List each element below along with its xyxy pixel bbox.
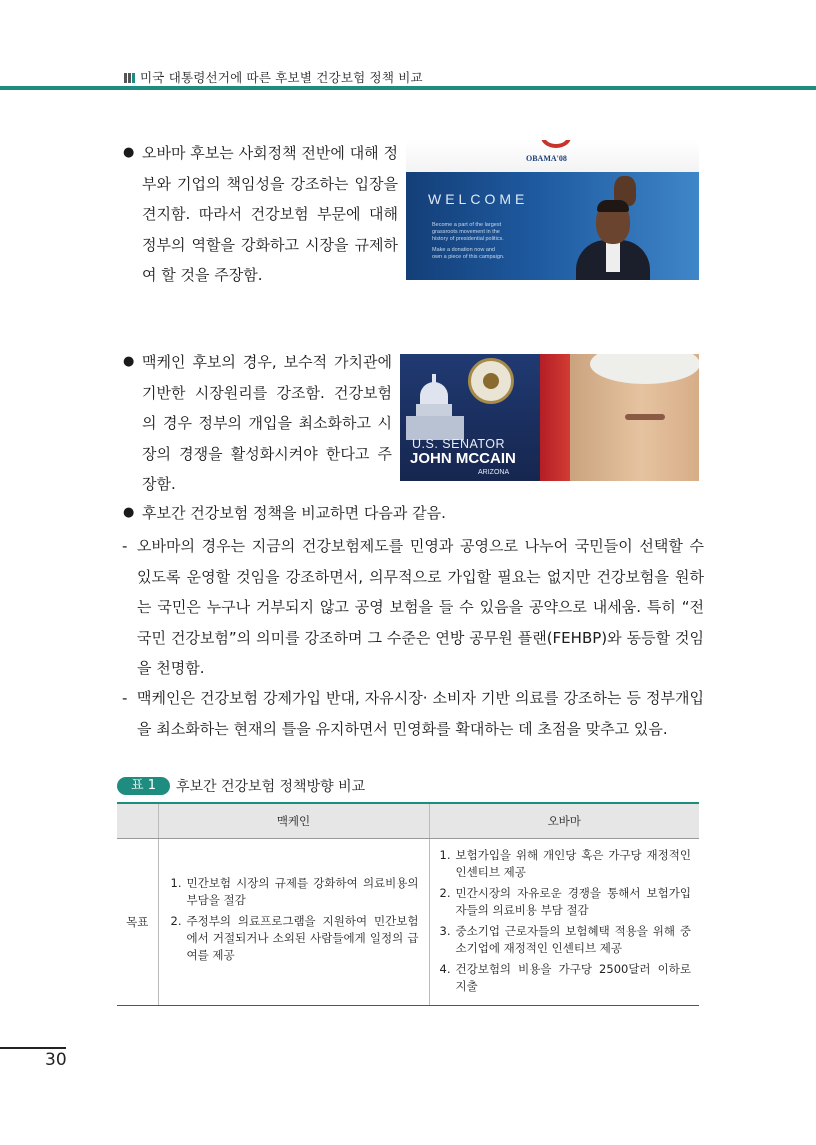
list-text: 주정부의 의료프로그램을 지원하여 민간보험에서 거절되거나 소외된 사람들에게 일정의 급여를 제공 xyxy=(186,914,419,962)
welcome-copy-2: grassroots movement in the xyxy=(432,229,500,235)
obama-paragraph xyxy=(123,138,398,291)
senator-line1: U.S. SENATOR xyxy=(412,437,506,451)
dash-marker: - xyxy=(122,537,128,555)
list-number: 1. xyxy=(439,847,451,862)
list-number: 4. xyxy=(439,961,451,976)
welcome-copy-3: history of presidential politics. xyxy=(432,236,504,242)
mccain-cell xyxy=(158,838,429,1005)
welcome-copy-1: Become a part of the largest xyxy=(432,222,502,228)
footer-rule xyxy=(0,1047,66,1049)
list-number: 3. xyxy=(439,923,451,938)
obama-logo-text: OBAMA'08 xyxy=(526,154,567,163)
bullet-icon: ● xyxy=(123,354,135,369)
list-item xyxy=(171,875,419,909)
list-number: 1. xyxy=(170,876,182,890)
dash-item-obama xyxy=(122,531,704,684)
header-title-text: 미국 대통령선거에 따른 후보별 건강보험 정책 비교 xyxy=(140,70,423,85)
dash-marker: - xyxy=(122,689,128,707)
candidate-figure xyxy=(576,202,650,280)
mccain-list xyxy=(171,875,419,964)
bullet-icon: ● xyxy=(123,145,135,160)
dash-item-mccain xyxy=(122,683,704,744)
policy-comparison-table xyxy=(117,802,699,1006)
table-header-mccain: 맥케인 xyxy=(158,803,429,838)
list-item xyxy=(171,913,419,964)
list-text: 민간시장의 자유로운 경쟁을 통해서 보험가입자들의 의료비용 부담 절감 xyxy=(455,885,691,917)
list-text: 민간보험 시장의 규제를 강화하여 의료비용의 부담을 절감 xyxy=(186,876,419,907)
header-marks-icon xyxy=(124,70,136,85)
obama-cell xyxy=(429,838,699,1005)
mccain-text: 맥케인 후보의 경우, 보수적 가치관에 기반한 시장원리를 강조함. 건강보험의 경우 정부의 개입을 최소화하고 시장의 경쟁을 활성화시켜야 한다고 주장함. xyxy=(142,353,392,493)
senator-line3: ARIZONA xyxy=(478,469,510,476)
candidate-portrait xyxy=(570,354,699,481)
table-caption xyxy=(117,776,365,796)
dash-text: 오바마의 경우는 지금의 건강보험제도를 민영과 공영으로 나누어 국민들이 선택할 수 있도록 운영할 것임을 강조하면서, 의무적으로 가입할 필요는 없지만 건강보험을 원하는 국민은 누구나 거부되지 않고 공영 보험을 들 수 있음을 공약으로 내세움. 특히 “전국민 건강보험”의 의미를 강조하며 그 수준은 연방 공무원 플랜(FEHBP)와 동등할 것임을 천명함. xyxy=(137,537,704,677)
list-item xyxy=(440,961,692,995)
row-label: 목표 xyxy=(117,838,158,1005)
compare-text: 후보간 건강보험 정책을 비교하면 다음과 같음. xyxy=(142,504,446,522)
list-number: 2. xyxy=(170,914,182,928)
welcome-copy-5: own a piece of this campaign. xyxy=(432,254,505,260)
senator-line2: JOHN MCCAIN xyxy=(410,450,516,467)
welcome-copy-4: Make a donation now and xyxy=(432,247,495,253)
senate-seal-icon xyxy=(468,358,514,404)
compare-paragraph xyxy=(123,498,702,529)
header-rule xyxy=(0,86,816,90)
dash-text: 맥케인은 건강보험 강제가입 반대, 자유시장· 소비자 기반 의료를 강조하는 등 정부개입을 최소화하는 현재의 틀을 유지하면서 민영화를 확대하는 데 초점을 맞추고 있음. xyxy=(137,689,704,738)
page-number: 30 xyxy=(45,1050,67,1070)
mccain-senator-photo xyxy=(400,354,699,481)
list-text: 보험가입을 위해 개인당 혹은 가구당 재정적인 인센티브 제공 xyxy=(455,847,691,879)
mccain-paragraph xyxy=(123,347,392,500)
list-text: 건강보험의 비용을 가구당 2500달러 이하로 지출 xyxy=(455,961,691,993)
obama-list xyxy=(440,847,692,995)
list-item xyxy=(440,847,692,881)
capitol-icon xyxy=(406,374,466,440)
welcome-text: WELCOME xyxy=(428,191,529,207)
list-item xyxy=(440,923,692,957)
table-caption-text: 후보간 건강보험 정책방향 비교 xyxy=(175,779,366,795)
table-header-obama: 오바마 xyxy=(429,803,699,838)
list-text: 중소기업 근로자들의 보험혜택 적용을 위해 중소기업에 재정적인 인센티브 제공 xyxy=(455,923,691,955)
table-header-row xyxy=(117,803,699,838)
running-header xyxy=(124,68,423,86)
list-number: 2. xyxy=(439,885,451,900)
table-header-corner xyxy=(117,803,158,838)
obama-campaign-photo xyxy=(406,140,699,280)
bullet-icon: ● xyxy=(123,505,135,520)
list-item xyxy=(440,885,692,919)
table-badge: 표 1 xyxy=(117,777,170,795)
obama-text: 오바마 후보는 사회정책 전반에 대해 정부와 기업의 책임성을 강조하는 입장을 견지함. 따라서 건강보험 부문에 대해 정부의 역할을 강화하고 시장을 규제하여 할 것을 주장함. xyxy=(142,144,398,284)
table-row xyxy=(117,838,699,1005)
